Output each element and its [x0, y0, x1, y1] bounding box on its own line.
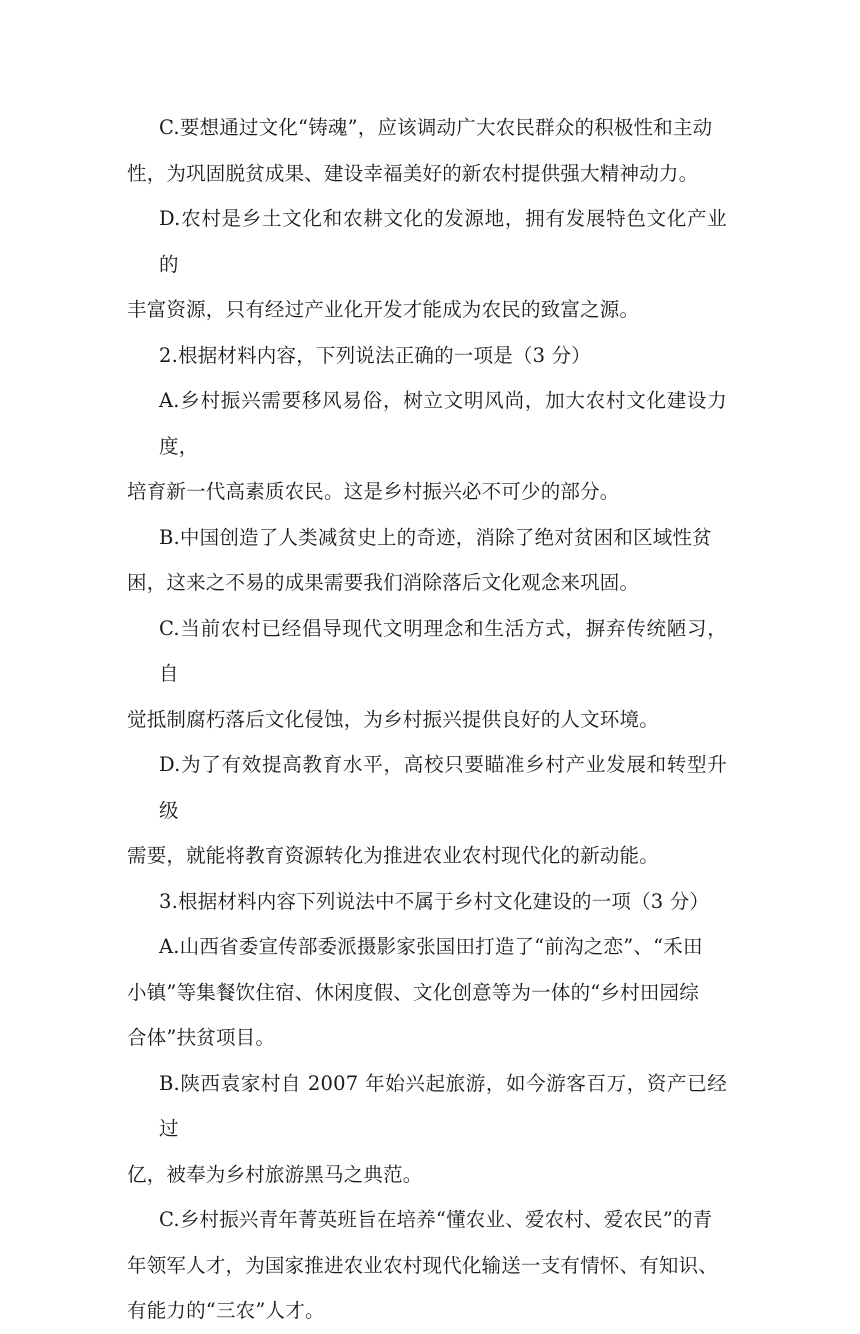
- answer-option: [127, 105, 727, 196]
- answer-option: [127, 1197, 727, 1334]
- answer-option: [127, 378, 727, 515]
- text-line: 合体”扶贫项目。: [127, 1026, 276, 1049]
- answer-option: [127, 606, 727, 743]
- text-line: B.中国创造了人类减贫史上的奇迹，消除了绝对贫困和区域性贫: [159, 525, 712, 549]
- question-stem: [127, 879, 727, 925]
- text-line: C.要想通过文化“铸魂”，应该调动广大农民群众的积极性和主动: [159, 116, 713, 139]
- answer-option: [127, 515, 727, 606]
- document-body: [127, 105, 727, 1334]
- text-line: D.农村是乡土文化和农耕文化的发源地，拥有发展特色文化产业的: [159, 207, 727, 276]
- text-line: 觉抵制腐朽落后文化侵蚀，为乡村振兴提供良好的人文环境。: [127, 707, 659, 731]
- text-line: 3.根据材料内容下列说法中不属于乡村文化建设的一项（3 分）: [159, 889, 710, 913]
- text-line: 亿，被奉为乡村旅游黑马之典范。: [127, 1162, 423, 1186]
- answer-option: [127, 1061, 727, 1198]
- text-line: 小镇”等集餐饮住宿、休闲度假、文化创意等为一体的“乡村田园综: [127, 980, 699, 1004]
- text-line: C.当前农村已经倡导现代文明理念和生活方式，摒弃传统陋习，自: [159, 616, 727, 685]
- answer-option: [127, 924, 727, 1061]
- text-line: A.山西省委宣传部委派摄影家张国田打造了“前沟之恋”、“禾田: [159, 935, 703, 958]
- answer-option: [127, 196, 727, 333]
- text-line: 性，为巩固脱贫成果、建设幸福美好的新农村提供强大精神动力。: [127, 161, 699, 185]
- text-line: C.乡村振兴青年菁英班旨在培养“懂农业、爱农村、爱农民”的青: [159, 1208, 713, 1231]
- text-line: A.乡村振兴需要移风易俗，树立文明风尚，加大农村文化建设力度，: [159, 389, 727, 458]
- text-line: 需要，就能将教育资源转化为推进农业农村现代化的新动能。: [127, 844, 659, 867]
- text-line: B.陕西袁家村自 2007 年始兴起旅游，如今游客百万，资产已经过: [159, 1071, 727, 1140]
- text-line: 培育新一代高素质农民。这是乡村振兴必不可少的部分。: [127, 480, 620, 503]
- text-line: 有能力的“三农”人才。: [127, 1299, 325, 1322]
- text-line: 年领军人才，为国家推进农业农村现代化输送一支有情怀、有知识、: [127, 1253, 719, 1277]
- text-line: D.为了有效提高教育水平，高校只要瞄准乡村产业发展和转型升级: [159, 753, 727, 822]
- text-line: 困，这来之不易的成果需要我们消除落后文化观念来巩固。: [127, 571, 640, 594]
- text-line: 2.根据材料内容，下列说法正确的一项是（3 分）: [159, 343, 592, 367]
- question-stem: [127, 333, 727, 379]
- text-line: 丰富资源，只有经过产业化开发才能成为农民的致富之源。: [127, 298, 640, 321]
- answer-option: [127, 742, 727, 879]
